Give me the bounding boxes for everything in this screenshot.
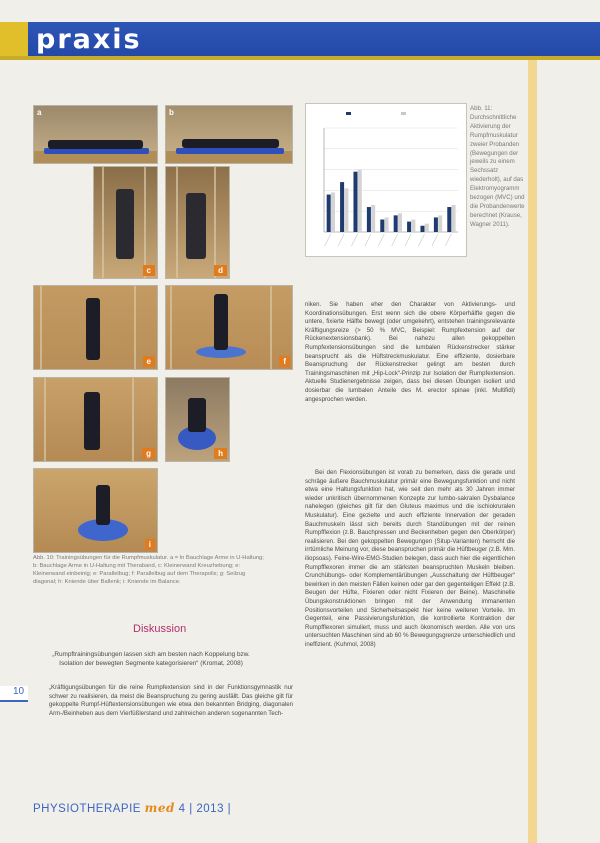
photo-label: i: [145, 539, 155, 550]
body-paragraph-3: „Kräftigungsübungen für die reine Rumpfextension sind in der Funktionsgymnastik nur schwer zu realisieren, da meist die Beanspruchung zu gering ausfällt. Das gleiche gilt für gekoppelte Rumpf-Hüftextensionsübungen wie etwa den bekannten Bridging, diagonalen Arm-/Beinheben aus dem Vierfüßlerstand und zahlreichen anderen sogenannten Tech-: [49, 684, 293, 717]
page-number: 10: [13, 686, 25, 697]
chart-tick-label: [419, 234, 425, 246]
photo-d: [165, 166, 230, 279]
chart-bar: [434, 217, 438, 232]
figure-11-caption: Abb. 11: Durchschnittliche Aktivierung der Rumpfmuskulatur zweier Probanden (Bewegungen der jeweils zu einem Sechssatz wiederholt), auf das Elektromyogramm bezogen (MVC) und die Probandenwerte berechnet (Krause, Wagner 2011).: [470, 105, 525, 228]
chart-tick-label: [392, 234, 398, 246]
photo-label: a: [37, 108, 42, 117]
photo-a: [33, 105, 158, 164]
chart-bar: [394, 215, 398, 232]
chart-bar: [340, 182, 344, 232]
chart-bar: [407, 222, 411, 232]
chart-tick-label: [432, 234, 438, 246]
chart-svg: [306, 104, 466, 256]
photo-c: [93, 166, 158, 279]
chart-legend-swatch: [346, 112, 351, 115]
chart-tick-label: [445, 234, 451, 246]
chart-bar: [452, 205, 456, 232]
chart-bar: [398, 213, 402, 232]
chart-bar: [385, 217, 389, 232]
chart-bar: [438, 215, 442, 232]
figure-10-caption: Abb. 10: Trainingsübungen für die Rumpfmuskulatur. a = ln Bauchlage Arme in U-Haltung; b: Bauchlage Arme in U-Haltung mit Theraband, c: Kleinerwand Kreuzhebung; e: Kleinerwand einbeinig; e: Parallelbug; f: Parallelbug auf dem Therapolis; g: Seilzug diagonal; h: Kniende über Ballenk; i: Kniende im Balance.: [33, 555, 264, 585]
photo-label: f: [279, 356, 290, 367]
photo-label: g: [142, 448, 155, 459]
discussion-heading: Diskussion: [133, 623, 187, 635]
photo-i: [33, 468, 158, 553]
chart-bar: [380, 220, 384, 232]
section-title: praxis: [36, 24, 142, 55]
footer-issue: 4 | 2013 |: [178, 803, 232, 815]
photo-label: d: [214, 265, 227, 276]
chart-legend-swatch: [401, 112, 406, 115]
section-banner: [0, 22, 600, 60]
photo-label: b: [169, 108, 174, 117]
chart-bar: [447, 207, 451, 232]
body-paragraph-2: Bei den Flexionsübungen ist vorab zu bemerken, dass die gerade und schräge äußere Bauchmuskulatur primär eine Bewegungsfunktion und nicht etwa eine Haltungsfunktion hat, wie seit den mehr als 30 Jahren immer wieder unkritisch übernommenen Konzepte zur lumbo-sakralen Dysbalance nahelegen (gleiches gilt für den Gluteus maximus und die ischiokruralen Muskulatur). Eine gezielte und auch effiziente Innervation der geraden Bauchmuskeln lässt sich bereits durch Standübungen mit der reinen Rumpfflexion (z.B. Bauchpressen und Beckenheben gegen den Oberkörper) realisieren. Bei den gekoppelten Bewegungen (Situp-Varianten) herrscht die irrtümliche Meinung vor, diese beanspruchen primär die Hüftbeuger (z.B. Mm. iliopsoas). Feine-Wire-EMG-Studien belegen, dass auch hier die eigentlichen Rumpfflexoren immer die am stärksten beanspruchten Muskeln bleiben. Crunchübungs- oder Komplementärübungen „Ausschaltung der Hüftbeuger“ bewirken in den meisten Fällen keinen oder gar den gegenteiligen Effekt (z.B. Beugen der Hüfte, Fixieren oder nicht Fixieren der Beine). Maschinelle Übungskonstruktionen bringen mit der Anwendung immanenten Positionsvorteilen und Sicherheitsaspekt hier keine weiteren Vorteile. Im Gegenteil, eine Passivierungsfunktion, die kontrollierte Kontraktion der Rumpfflexoren simuliert, muss und auch ökonomisch werden. Alle von uns untersuchten Maschinen sind ab 60 % Bewegungsgrenze unterschiedlich und ineffizient. (Kuhmol, 2008): [305, 469, 515, 648]
chart-tick-label: [365, 234, 371, 246]
chart-tick-label: [378, 234, 384, 246]
pull-quote: „Rumpftrainingsübungen lassen sich am besten nach Koppelung bzw. Isolation der bewegten Segmente kategorisieren“ (Kromat, 2008): [52, 651, 250, 667]
chart-bar: [358, 170, 362, 232]
chart-tick-label: [325, 234, 331, 246]
photo-e: [33, 285, 158, 370]
photo-b: [165, 105, 293, 164]
chart-tick-label: [405, 234, 411, 246]
photo-label: h: [214, 448, 227, 459]
banner-accent: [0, 22, 28, 60]
chart-tick-label: [352, 234, 358, 246]
footer: [33, 801, 231, 815]
footer-journal: PHYSIOTHERAPIE: [33, 803, 141, 815]
chart-bar: [420, 226, 424, 232]
chart-bar: [331, 192, 335, 232]
chart-bar: [371, 205, 375, 232]
chart-bar: [327, 195, 331, 232]
chart-bar: [411, 220, 415, 232]
photo-f: [165, 285, 293, 370]
chart-bar: [344, 188, 348, 232]
emg-chart: [305, 103, 467, 257]
chart-tick-label: [338, 234, 344, 246]
photo-label: c: [143, 265, 155, 276]
body-paragraph-1: niken. Sie haben eher den Charakter von Aktivierungs- und Koordinationsübungen. Erst wenn sich die obere Körperhälfte gegen die untere, fixierte Hälfte bewegt (oder umgekehrt), entstehen trainingsrelevante Kräftigungsreize (> 50 % MVC, Beispiel: Rumpfextension auf der Rückenextensionsbank). Bei nahezu allen gekoppelten Rumpfextensionsübungen sind die lumbalen Rückenstrecker stärker beansprucht als die Hüftstreckmuskulatur. Eine effiziente, dosierbare Beanspruchung der Rückenstrecker gelingt am besten durch Trainingsmaschinen mit „Hip-Lock“-Prinzip zur Isolation der Rumpfextension. Aktuelle Studienergebnisse zeigen, dass bei diesen Übungen isoliert und dosierbar die lumbalen Anteile des M. erector spinae (inkl. Multifidi) angesprochen werden.: [305, 301, 515, 403]
page-number-box: [0, 686, 28, 702]
photo-h: [165, 377, 230, 462]
chart-bar: [353, 172, 357, 232]
photo-g: [33, 377, 158, 462]
chart-bar: [367, 207, 371, 232]
chart-bar: [425, 224, 429, 232]
footer-med: med: [144, 801, 175, 815]
photo-label: e: [143, 356, 155, 367]
banner-stripe: [0, 56, 600, 60]
